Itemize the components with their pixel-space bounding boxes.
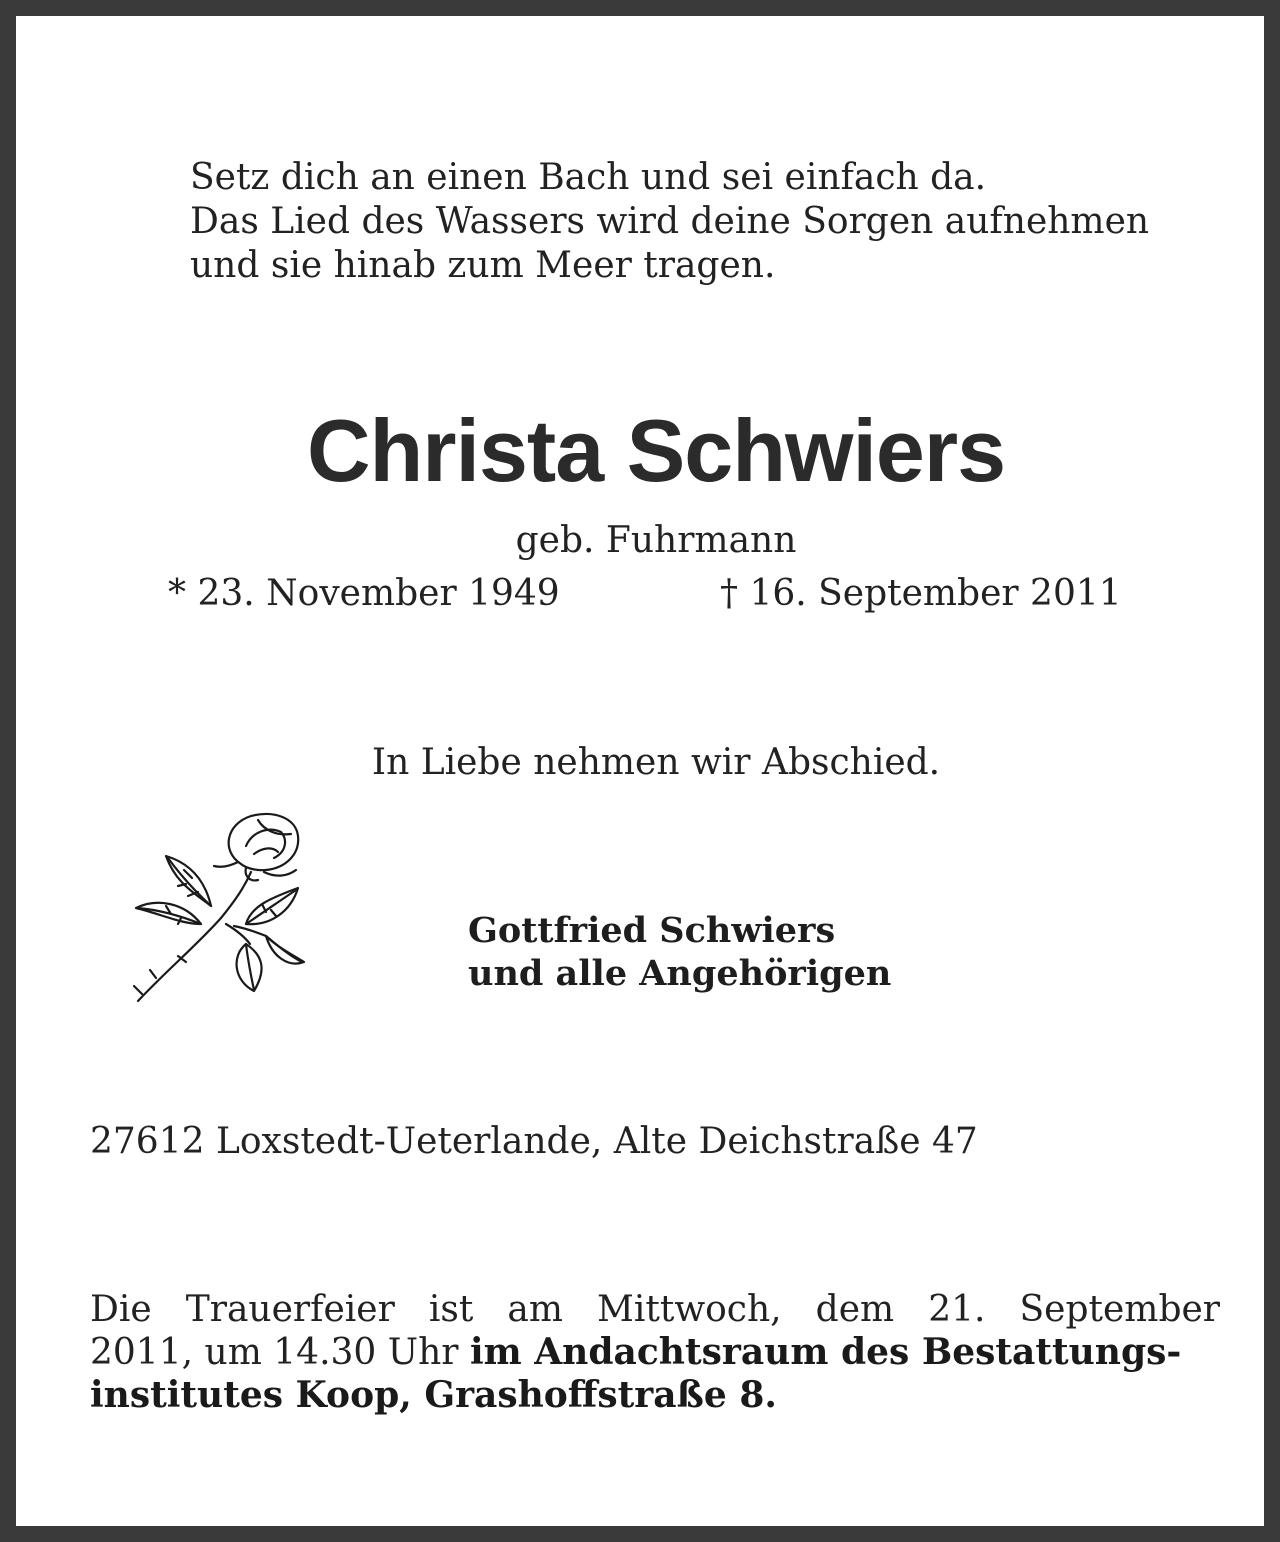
mourner-line: und alle Angehörigen	[468, 953, 892, 994]
poem-line: Setz dich an einen Bach und sei einfach da.	[190, 157, 987, 198]
poem	[190, 156, 1149, 288]
poem-line: Das Lied des Wassers wird deine Sorgen aufnehmen	[190, 201, 1150, 242]
service-location: institutes Koop, Grashoffstraße 8.	[90, 1374, 777, 1416]
service-location: im Andachtsraum des Bestattungs-	[469, 1331, 1182, 1373]
rose-icon	[126, 806, 311, 1006]
farewell-text: In Liebe nehmen wir Abschied.	[371, 742, 941, 783]
service-line: Die Trauerfeier ist am Mittwoch, dem 21. September	[90, 1289, 1220, 1330]
maiden-name: geb. Fuhrmann	[515, 520, 797, 561]
service-text: 2011, um 14.30 Uhr	[90, 1332, 470, 1373]
poem-line: und sie hinab zum Meer tragen.	[190, 245, 776, 286]
service-notice	[90, 1288, 1220, 1417]
deceased-name: Christa Schwiers	[306, 401, 1006, 500]
birth-date: * 23. November 1949	[168, 573, 560, 614]
death-date: † 16. September 2011	[720, 573, 1122, 614]
service-line	[90, 1374, 1220, 1417]
address: 27612 Loxstedt-Ueterlande, Alte Deichstraße 47	[90, 1121, 978, 1162]
mourners	[468, 909, 891, 995]
service-line	[90, 1331, 1220, 1374]
mourner-line: Gottfried Schwiers	[468, 910, 836, 951]
